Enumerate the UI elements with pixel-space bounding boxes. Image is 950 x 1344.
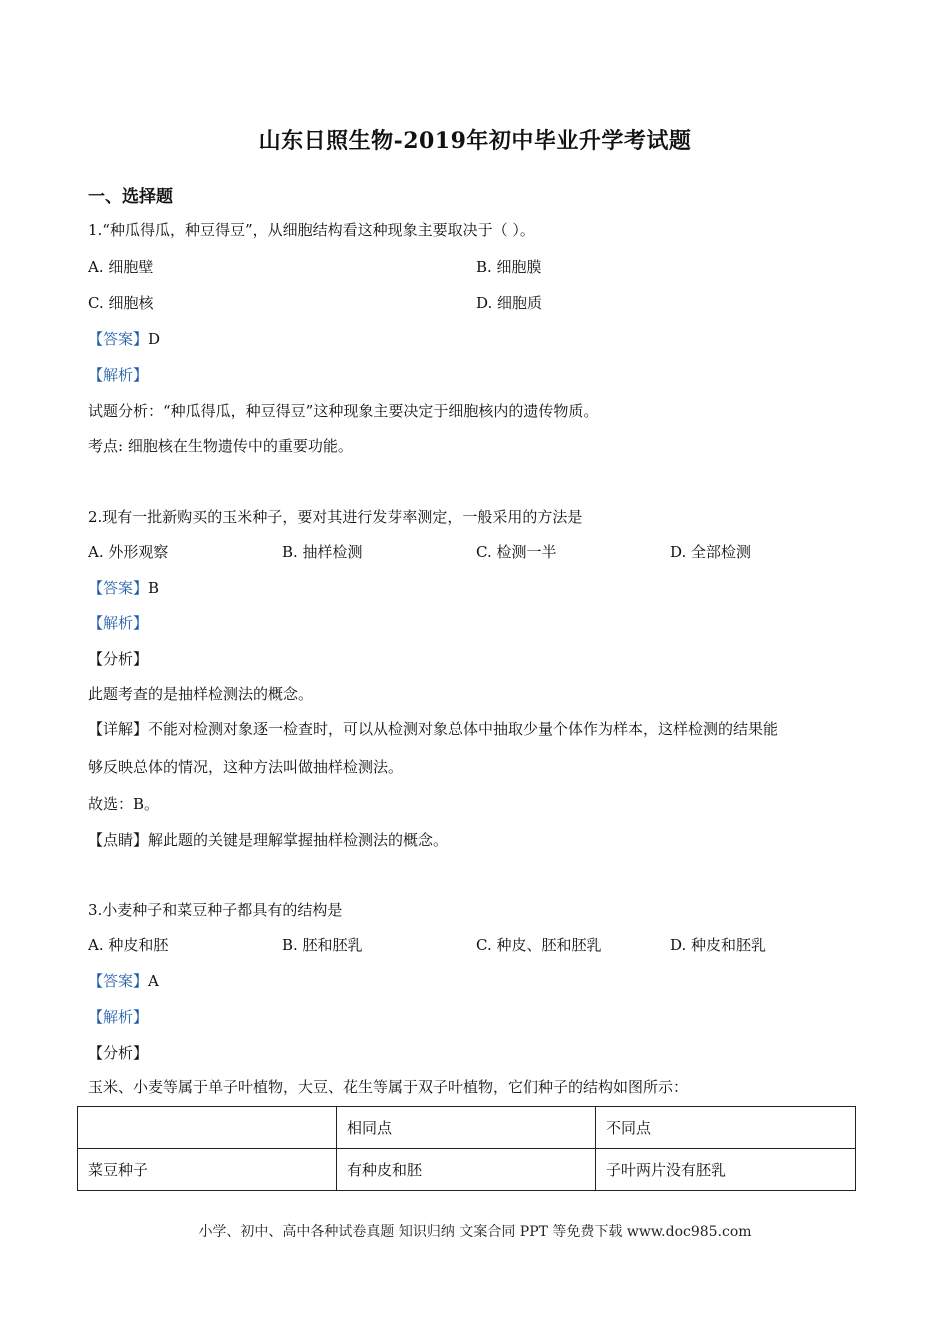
question-2-comment: 【点睛】解此题的关键是理解掌握抽样检测法的概念。 [88,831,449,849]
question-1-option-c: C. 细胞核 [88,294,154,312]
answer-value: A [148,972,159,990]
question-2-option-d: D. 全部检测 [670,543,752,561]
table-cell: 有种皮和胚 [337,1149,596,1191]
table-cell: 菜豆种子 [78,1149,337,1191]
question-2-option-c: C. 检测一半 [476,543,557,561]
question-2-fenxi-label: 【分析】 [88,650,149,668]
question-2-answer [88,577,159,598]
question-2-option-b: B. 抽样检测 [282,543,363,561]
question-3-stem: 3.小麦种子和菜豆种子都具有的结构是 [88,901,343,919]
question-2-stem: 2.现有一批新购买的玉米种子，要对其进行发芽率测定，一般采用的方法是 [88,508,583,526]
table-cell: 相同点 [337,1107,596,1149]
question-3-option-a: A. 种皮和胚 [88,936,169,954]
question-3-fenxi-text: 玉米、小麦等属于单子叶植物，大豆、花生等属于双子叶植物，它们种子的结构如图所示： [88,1078,689,1096]
table-cell: 不同点 [596,1107,856,1149]
question-1-point: 考点: 细胞核在生物遗传中的重要功能。 [88,437,353,455]
question-3-fenxi-label: 【分析】 [88,1044,149,1062]
page-footer: 小学、初中、高中各种试卷真题 知识归纳 文案合同 PPT 等免费下载 www.doc985.com [198,1224,752,1240]
question-2-analysis-label: 【解析】 [88,614,149,632]
table-cell [78,1107,337,1149]
seed-structure-table [77,1106,856,1191]
question-1-option-a: A. 细胞壁 [88,258,154,276]
table-cell: 子叶两片没有胚乳 [596,1149,856,1191]
question-1-option-d: D. 细胞质 [476,294,543,312]
answer-label: 【答案】 [88,972,149,990]
answer-label: 【答案】 [88,579,149,597]
table-header-row [78,1107,856,1149]
answer-label: 【答案】 [88,330,149,348]
question-1-stem: 1.“种瓜得瓜，种豆得豆”，从细胞结构看这种现象主要取决于（ ）。 [88,221,535,239]
page-title: 山东日照生物-2019年初中毕业升学考试题 [258,128,692,154]
section-heading: 一、选择题 [88,187,173,207]
question-2-detail-line-2: 够反映总体的情况，这种方法叫做抽样检测法。 [88,758,404,776]
question-2-detail-line-1: 【详解】不能对检测对象逐一检查时，可以从检测对象总体中抽取少量个体作为样本，这样检测的结果能 [88,720,779,738]
question-3-option-c: C. 种皮、胚和胚乳 [476,936,602,954]
question-1-analysis: 试题分析：“种瓜得瓜，种豆得豆”这种现象主要决定于细胞核内的遗传物质。 [88,402,599,420]
answer-value: B [148,579,160,597]
question-3-analysis-label: 【解析】 [88,1008,149,1026]
question-1-analysis-label: 【解析】 [88,366,149,384]
table-row [78,1149,856,1191]
question-2-fenxi-text: 此题考查的是抽样检测法的概念。 [88,685,314,703]
answer-value: D [148,330,161,348]
question-3-answer [88,970,159,991]
question-2-choice: 故选：B。 [88,795,160,813]
question-1-option-b: B. 细胞膜 [476,258,542,276]
question-2-option-a: A. 外形观察 [88,543,169,561]
question-3-option-b: B. 胚和胚乳 [282,936,363,954]
question-1-answer [88,328,160,349]
question-3-option-d: D. 种皮和胚乳 [670,936,767,954]
